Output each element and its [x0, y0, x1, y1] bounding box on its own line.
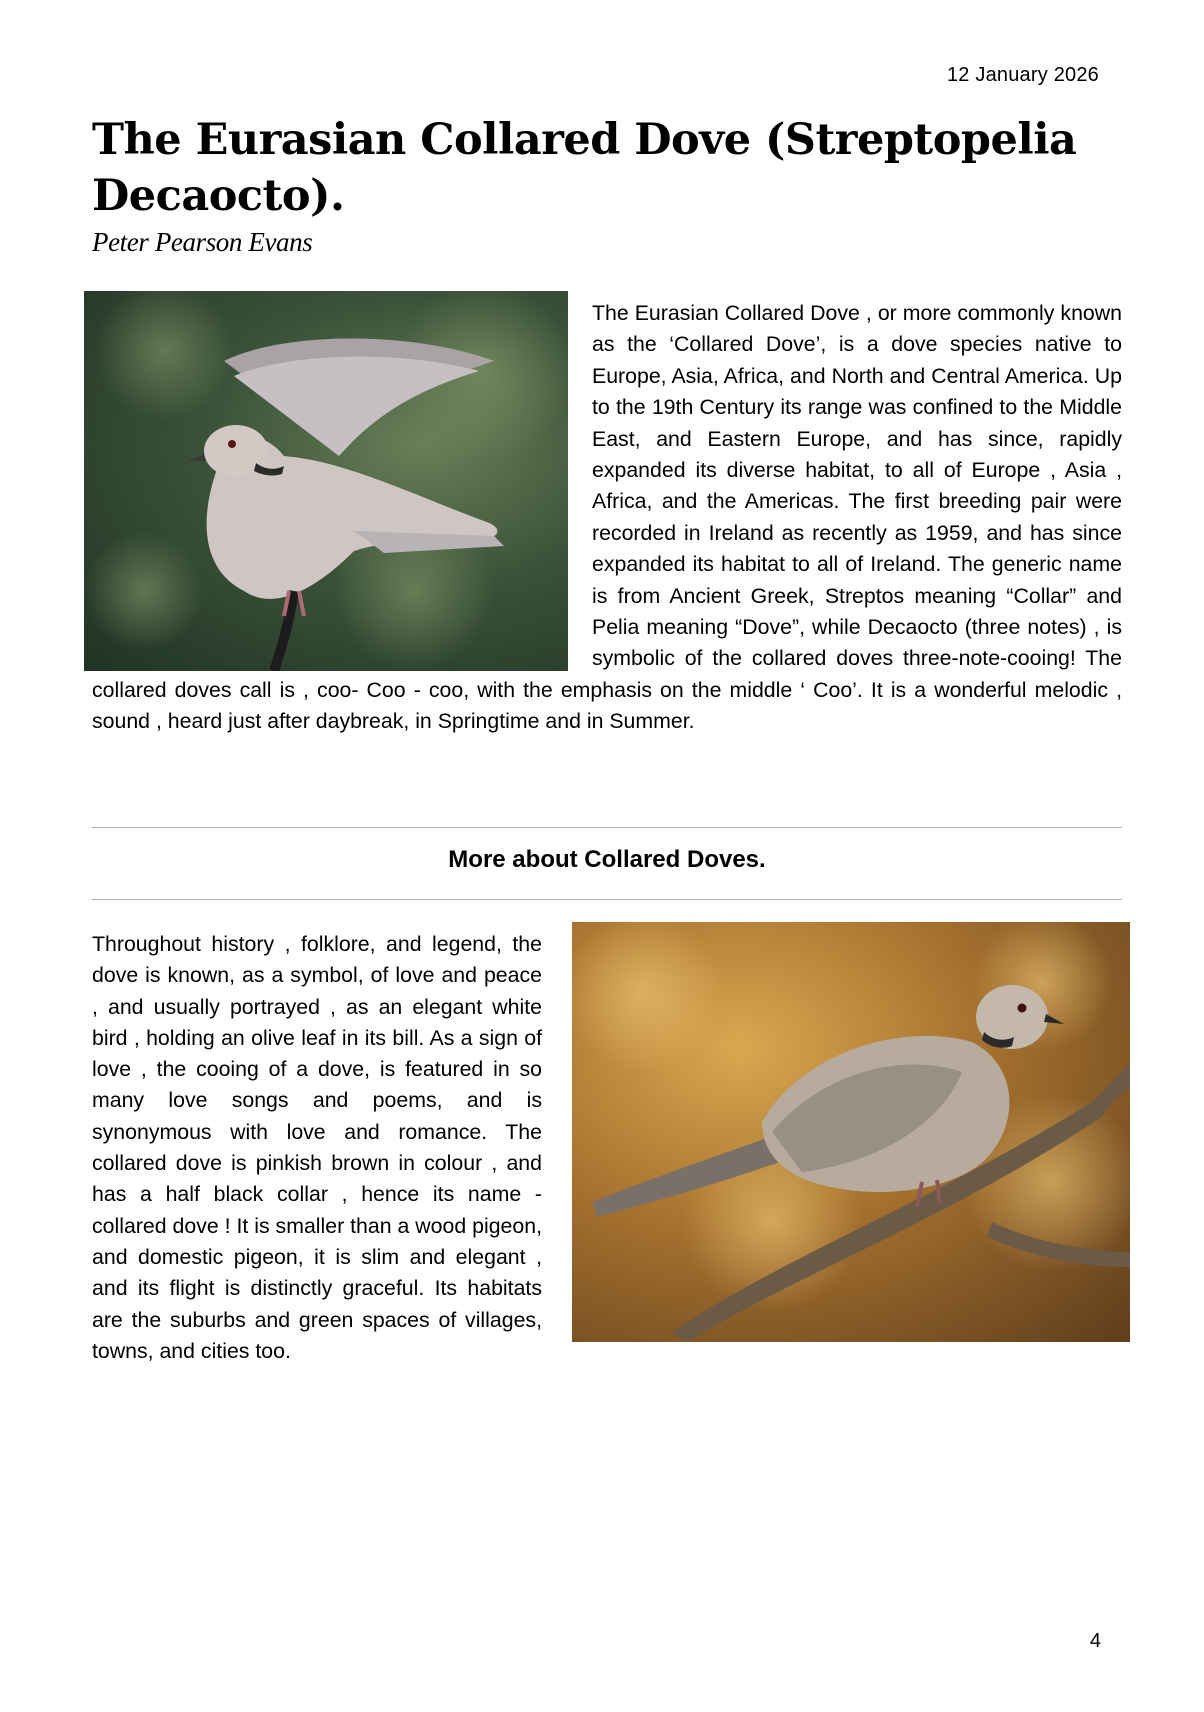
publication-date: 12 January 2026	[946, 64, 1099, 86]
page-number: 4	[1089, 1630, 1101, 1652]
dove-wings-raised-illustration	[84, 291, 568, 671]
section-divider-top	[92, 827, 1122, 828]
second-paragraph: Throughout history , folklore, and legend, the dove is known, as a symbol, of love and peace , and usually portrayed , as an elegant white bird , holding an olive leaf in its bill. As a sign of love , the cooing of a dove, is featured in so many love songs and poems, and is synonymous with love and romance. The collared dove is pinkish brown in colour , and has a half black collar , hence its name - collared dove ! It is smaller than a wood pigeon, and domestic pigeon, it is slim and elegant , and its flight is distinctly graceful. Its habitats are the suburbs and green spaces of villages, towns, and cities too.	[92, 932, 542, 1363]
intro-section	[92, 298, 1122, 738]
dove-photo-perched	[572, 922, 1130, 1342]
more-about-section	[92, 929, 1122, 1367]
section-heading: More about Collared Doves.	[448, 846, 766, 873]
dove-perched-illustration	[572, 922, 1130, 1342]
dove-photo-wings-raised	[84, 291, 568, 671]
section-divider-bottom	[92, 899, 1122, 900]
article-title: The Eurasian Collared Dove (Streptopelia Decaocto).	[92, 115, 1077, 221]
article-author: Peter Pearson Evans	[92, 227, 313, 257]
intro-paragraph: The Eurasian Collared Dove , or more commonly known as the ‘Collared Dove’, is a dove species native to Europe, Asia, Africa, and North and Central America. Up to the 19th Century its range was confined to the Middle East, and Eastern Europe, and has since, rapidly expanded its diverse habitat, to all of Europe , Asia , Africa, and the Americas. The first breeding pair were recorded in Ireland as recently as 1959, and has since expanded its habitat to all of Ireland. The generic name is from Ancient Greek, Streptos meaning “Collar” and Pelia meaning “Dove”, while Decaocto (three notes) , is symbolic of the collared doves three-note-cooing! The collared doves call is , coo- Coo - coo, with the emphasis on the middle ‘ Coo’. It is a wonderful melodic , sound , heard just after daybreak, in Springtime and in Summer.	[92, 301, 1122, 734]
